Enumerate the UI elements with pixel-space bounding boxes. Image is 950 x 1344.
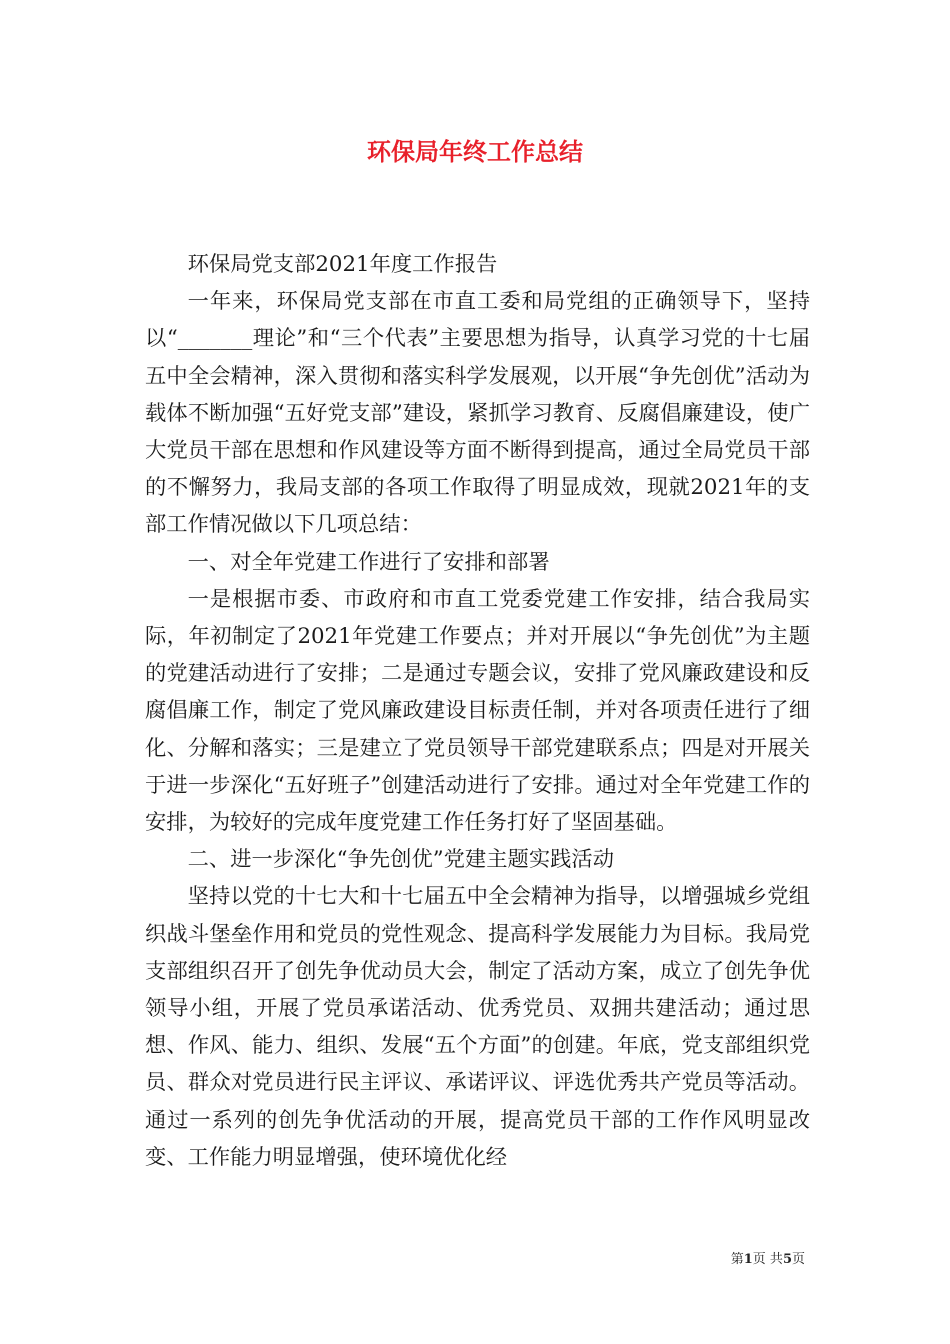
- current-page-number: 1: [743, 1252, 753, 1267]
- section-paragraph-1: 一是根据市委、市政府和市直工党委党建工作安排，结合我局实际，年初制定了2021年党建工作要点；并对开展以“争先创优”为主题的党建活动进行了安排；二是通过专题会议，安排了党风廉政建设和反腐倡廉工作，制定了党风廉政建设目标责任制，并对各项责任进行了细化、分解和落实；三是建立了党员领导干部党建联系点；四是对开展关于进一步深化“五好班子”创建活动进行了安排。通过对全年党建工作的安排，为较好的完成年度党建工作任务打好了坚固基础。: [145, 586, 810, 836]
- document-body: [145, 246, 810, 1176]
- footer-suffix: 页: [791, 1252, 805, 1267]
- footer-middle: 页 共: [752, 1252, 783, 1267]
- intro-paragraph: 一年来，环保局党支部在市直工委和局党组的正确领导下，坚持以“_______理论”和“三个代表”主要思想为指导，认真学习党的十七届五中全会精神，深入贯彻和落实科学发展观，以开展“争先创优”活动为载体不断加强“五好党支部”建设，紧抓学习教育、反腐倡廉建设，使广大党员干部在思想和作风建设等方面不断得到提高，通过全局党员干部的不懈努力，我局支部的各项工作取得了明显成效，现就2021年的支部工作情况做以下几项总结：: [145, 289, 810, 538]
- total-pages-number: 5: [782, 1252, 792, 1267]
- page-title: 环保局年终工作总结: [367, 137, 583, 166]
- section-heading-2: 二、进一步深化“争先创优”党建主题实践活动: [187, 847, 615, 873]
- section-heading-1: 一、对全年党建工作进行了安排和部署: [187, 549, 550, 575]
- section-paragraph-2: 坚持以党的十七大和十七届五中全会精神为指导，以增强城乡党组织战斗堡垒作用和党员的党性观念、提高科学发展能力为目标。我局党支部组织召开了创先争优动员大会，制定了活动方案，成立了创先争优领导小组，开展了党员承诺活动、优秀党员、双拥共建活动；通过思想、作风、能力、组织、发展“五个方面”的创建。年底，党支部组织党员、群众对党员进行民主评议、承诺评议、评选优秀共产党员等活动。通过一系列的创先争优活动的开展，提高党员干部的工作作风明显改变、工作能力明显增强，使环境优化经: [145, 884, 810, 1170]
- page-number-footer: [731, 1248, 805, 1267]
- footer-prefix: 第: [730, 1252, 744, 1267]
- report-heading: 环保局党支部2021年度工作报告: [187, 252, 498, 277]
